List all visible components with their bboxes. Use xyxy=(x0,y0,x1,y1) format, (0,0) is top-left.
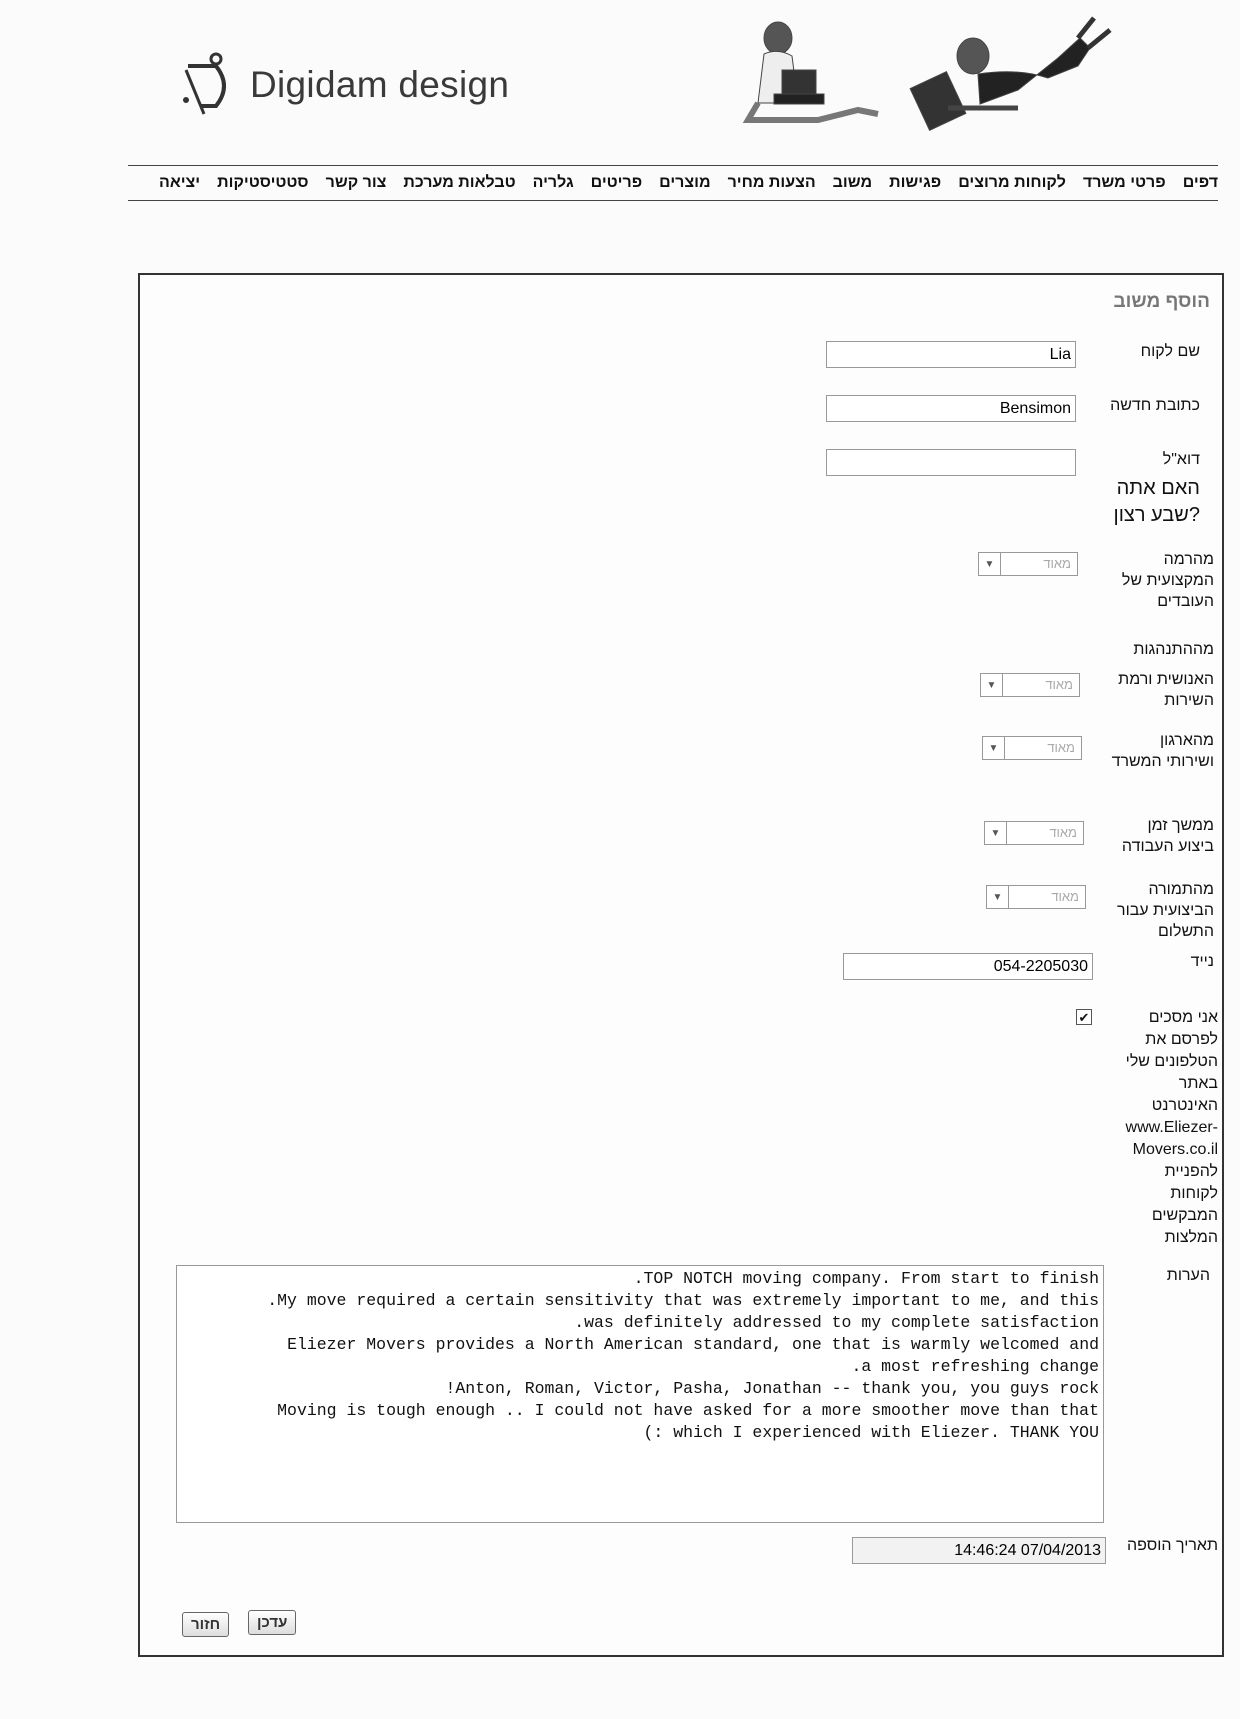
update-button[interactable]: עדכן xyxy=(248,1610,296,1635)
date-added-input[interactable] xyxy=(852,1537,1106,1564)
main-nav xyxy=(128,165,1218,201)
email-label: דוא"ל xyxy=(1162,451,1200,468)
nav-item-office-details[interactable]: פרטי משרד xyxy=(1082,174,1166,191)
professionalism-value: מאוד xyxy=(1043,556,1071,571)
duration-label: ממשך זמן ביצוע העבודה xyxy=(1121,817,1214,855)
conduct-heading: מההתנהגות xyxy=(1133,641,1214,658)
notes-line: .TOP NOTCH moving company. From start to finish xyxy=(633,1269,1099,1288)
notes-label: הערות xyxy=(1166,1267,1210,1284)
duration-select[interactable] xyxy=(984,821,1084,845)
professionalism-label: מהרמה המקצועית של העובדים xyxy=(1121,551,1214,610)
back-button[interactable]: חזור xyxy=(182,1612,229,1637)
new-address-input[interactable] xyxy=(826,395,1076,422)
person-sitting-laptop-icon xyxy=(748,22,878,120)
consent-line: www.Eliezer- xyxy=(1125,1119,1218,1136)
logo xyxy=(178,50,509,120)
nav-item-meetings[interactable]: פגישות xyxy=(889,174,942,191)
hero-illustration xyxy=(718,8,1118,148)
consent-line: לקוחות xyxy=(1170,1185,1218,1202)
feedback-form-panel xyxy=(138,273,1224,1657)
notes-line: .a most refreshing change xyxy=(851,1357,1099,1376)
consent-line: אני מסכים xyxy=(1148,1009,1218,1026)
date-added-label: תאריך הוספה xyxy=(1126,1537,1218,1554)
organization-label: מהארגון ושירותי המשרד xyxy=(1111,732,1214,770)
humanity-value: מאוד xyxy=(1045,677,1073,692)
email-input[interactable] xyxy=(826,449,1076,476)
new-address-label: כתובת חדשה xyxy=(1110,397,1200,414)
organization-value: מאוד xyxy=(1047,740,1075,755)
price-value-label: מהתמורה הביצועית עבור התשלום xyxy=(1117,881,1214,940)
customer-name-label: שם לקוח xyxy=(1140,343,1200,360)
organization-select[interactable] xyxy=(982,736,1082,760)
notes-line: .My move required a certain sensitivity that was extremely important to me, and this xyxy=(267,1291,1099,1310)
notes-line: Eliezer Movers provides a North American standard, one that is warmly welcomed and xyxy=(287,1335,1099,1354)
nav-item-feedback[interactable]: משוב xyxy=(832,174,873,191)
humanity-select[interactable] xyxy=(980,673,1080,697)
mobile-label: נייד xyxy=(1190,953,1214,970)
notes-line: .was definitely addressed to my complete satisfaction xyxy=(574,1313,1099,1332)
page-title: הוסף משוב xyxy=(1113,291,1210,312)
consent-line: להפניית xyxy=(1164,1163,1218,1180)
notes-line: Moving is tough enough .. I could not have asked for a more smoother move than that xyxy=(277,1401,1099,1420)
nav-item-satisfied-customers[interactable]: לקוחות מרוצים xyxy=(958,174,1066,191)
logo-mark-icon xyxy=(178,50,236,120)
consent-line: המלצות xyxy=(1164,1229,1218,1246)
consent-line: האינטרנט xyxy=(1151,1097,1218,1114)
chevron-down-icon: ▼ xyxy=(981,674,1003,696)
notes-line: !Anton, Roman, Victor, Pasha, Jonathan -- thank you, you guys rock xyxy=(445,1379,1099,1398)
price-value-select[interactable] xyxy=(986,885,1086,909)
professionalism-select[interactable] xyxy=(978,552,1078,576)
duration-value: מאוד xyxy=(1049,825,1077,840)
consent-line: הטלפונים שלי xyxy=(1125,1053,1218,1070)
nav-item-system-tables[interactable]: טבלאות מערכת xyxy=(403,174,516,191)
chevron-down-icon: ▼ xyxy=(985,822,1007,844)
nav-item-products[interactable]: מוצרים xyxy=(659,174,711,191)
person-lying-laptop-icon xyxy=(910,18,1110,130)
consent-line: באתר xyxy=(1178,1075,1218,1092)
consent-checkbox[interactable]: ✔ xyxy=(1076,1009,1092,1025)
consent-line: לפרסם את xyxy=(1145,1031,1218,1048)
notes-textarea[interactable] xyxy=(176,1265,1104,1523)
nav-item-logout[interactable]: יציאה xyxy=(159,174,201,191)
brand-name: Digidam design xyxy=(250,64,510,105)
notes-line: (: which I experienced with Eliezer. THANK YOU xyxy=(643,1423,1099,1442)
chevron-down-icon: ▼ xyxy=(979,553,1001,575)
customer-name-input[interactable] xyxy=(826,341,1076,368)
nav-item-gallery[interactable]: גלריה xyxy=(532,174,574,191)
nav-item-statistics[interactable]: סטטיסטיקות xyxy=(217,174,309,191)
consent-line: המבקשים xyxy=(1151,1207,1218,1224)
consent-line: Movers.co.il xyxy=(1132,1141,1218,1158)
satisfaction-question: האם אתה שבע רצון? xyxy=(1113,477,1200,526)
nav-item-contact[interactable]: צור קשר xyxy=(325,174,387,191)
chevron-down-icon: ▼ xyxy=(983,737,1005,759)
nav-item-price-quotes[interactable]: הצעות מחיר xyxy=(727,174,816,191)
nav-item-items[interactable]: פריטים xyxy=(590,174,643,191)
nav-item-pages[interactable]: דפים xyxy=(1182,174,1218,191)
consent-label xyxy=(1098,1007,1218,1249)
mobile-input[interactable] xyxy=(843,953,1093,980)
chevron-down-icon: ▼ xyxy=(987,886,1009,908)
price-value-value: מאוד xyxy=(1051,889,1079,904)
humanity-label: האנושית ורמת השירות xyxy=(1118,671,1214,709)
